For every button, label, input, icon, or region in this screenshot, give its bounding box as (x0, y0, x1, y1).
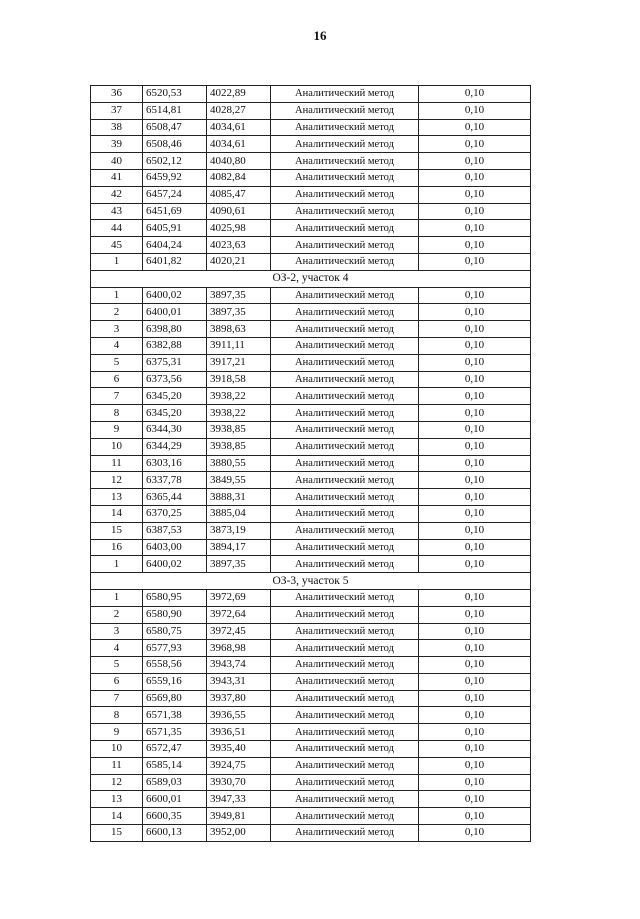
x-coordinate-cell: 6404,24 (143, 237, 207, 254)
method-cell: Аналитический метод (271, 505, 419, 522)
method-cell: Аналитический метод (271, 724, 419, 741)
y-coordinate-cell: 3849,55 (207, 472, 271, 489)
accuracy-cell: 0,10 (419, 102, 531, 119)
method-cell: Аналитический метод (271, 825, 419, 842)
y-coordinate-cell: 3897,35 (207, 304, 271, 321)
accuracy-cell: 0,10 (419, 505, 531, 522)
x-coordinate-cell: 6344,30 (143, 421, 207, 438)
point-number-cell: 3 (91, 623, 143, 640)
y-coordinate-cell: 4085,47 (207, 186, 271, 203)
table-row (91, 253, 531, 270)
y-coordinate-cell: 3936,55 (207, 707, 271, 724)
point-number-cell: 11 (91, 757, 143, 774)
method-cell: Аналитический метод (271, 337, 419, 354)
accuracy-cell: 0,10 (419, 673, 531, 690)
y-coordinate-cell: 3938,22 (207, 405, 271, 422)
point-number-cell: 6 (91, 371, 143, 388)
x-coordinate-cell: 6370,25 (143, 505, 207, 522)
y-coordinate-cell: 3937,80 (207, 690, 271, 707)
y-coordinate-cell: 4034,61 (207, 136, 271, 153)
accuracy-cell: 0,10 (419, 186, 531, 203)
y-coordinate-cell: 3898,63 (207, 321, 271, 338)
table-row (91, 136, 531, 153)
accuracy-cell: 0,10 (419, 589, 531, 606)
y-coordinate-cell: 3952,00 (207, 825, 271, 842)
y-coordinate-cell: 3972,45 (207, 623, 271, 640)
section-title: ОЗ-3, участок 5 (91, 573, 531, 590)
x-coordinate-cell: 6558,56 (143, 657, 207, 674)
accuracy-cell: 0,10 (419, 539, 531, 556)
y-coordinate-cell: 3924,75 (207, 757, 271, 774)
method-cell: Аналитический метод (271, 203, 419, 220)
table-row (91, 371, 531, 388)
y-coordinate-cell: 4090,61 (207, 203, 271, 220)
table-row (91, 690, 531, 707)
table-row (91, 119, 531, 136)
accuracy-cell: 0,10 (419, 405, 531, 422)
x-coordinate-cell: 6571,38 (143, 707, 207, 724)
x-coordinate-cell: 6373,56 (143, 371, 207, 388)
table-row (91, 337, 531, 354)
table-row (91, 86, 531, 103)
method-cell: Аналитический метод (271, 606, 419, 623)
method-cell: Аналитический метод (271, 774, 419, 791)
method-cell: Аналитический метод (271, 237, 419, 254)
table-row (91, 808, 531, 825)
accuracy-cell: 0,10 (419, 153, 531, 170)
table-row (91, 522, 531, 539)
point-number-cell: 7 (91, 388, 143, 405)
table-row (91, 724, 531, 741)
table-row (91, 589, 531, 606)
point-number-cell: 45 (91, 237, 143, 254)
accuracy-cell: 0,10 (419, 741, 531, 758)
table-row (91, 421, 531, 438)
method-cell: Аналитический метод (271, 405, 419, 422)
coordinates-table (90, 85, 531, 842)
table-row (91, 539, 531, 556)
table-row (91, 203, 531, 220)
method-cell: Аналитический метод (271, 472, 419, 489)
accuracy-cell: 0,10 (419, 808, 531, 825)
point-number-cell: 4 (91, 640, 143, 657)
method-cell: Аналитический метод (271, 522, 419, 539)
method-cell: Аналитический метод (271, 690, 419, 707)
method-cell: Аналитический метод (271, 220, 419, 237)
x-coordinate-cell: 6403,00 (143, 539, 207, 556)
point-number-cell: 15 (91, 825, 143, 842)
method-cell: Аналитический метод (271, 556, 419, 573)
method-cell: Аналитический метод (271, 354, 419, 371)
point-number-cell: 1 (91, 589, 143, 606)
method-cell: Аналитический метод (271, 186, 419, 203)
accuracy-cell: 0,10 (419, 724, 531, 741)
point-number-cell: 5 (91, 657, 143, 674)
y-coordinate-cell: 3947,33 (207, 791, 271, 808)
point-number-cell: 39 (91, 136, 143, 153)
y-coordinate-cell: 3943,31 (207, 673, 271, 690)
table-row (91, 825, 531, 842)
y-coordinate-cell: 3917,21 (207, 354, 271, 371)
x-coordinate-cell: 6577,93 (143, 640, 207, 657)
point-number-cell: 13 (91, 791, 143, 808)
point-number-cell: 7 (91, 690, 143, 707)
point-number-cell: 3 (91, 321, 143, 338)
table-row (91, 472, 531, 489)
table-row (91, 321, 531, 338)
point-number-cell: 1 (91, 556, 143, 573)
point-number-cell: 2 (91, 606, 143, 623)
point-number-cell: 1 (91, 287, 143, 304)
method-cell: Аналитический метод (271, 657, 419, 674)
point-number-cell: 2 (91, 304, 143, 321)
x-coordinate-cell: 6600,35 (143, 808, 207, 825)
y-coordinate-cell: 3885,04 (207, 505, 271, 522)
method-cell: Аналитический метод (271, 640, 419, 657)
table-row (91, 606, 531, 623)
accuracy-cell: 0,10 (419, 438, 531, 455)
method-cell: Аналитический метод (271, 673, 419, 690)
y-coordinate-cell: 4082,84 (207, 169, 271, 186)
y-coordinate-cell: 3938,22 (207, 388, 271, 405)
method-cell: Аналитический метод (271, 808, 419, 825)
accuracy-cell: 0,10 (419, 354, 531, 371)
point-number-cell: 6 (91, 673, 143, 690)
accuracy-cell: 0,10 (419, 119, 531, 136)
y-coordinate-cell: 4022,89 (207, 86, 271, 103)
accuracy-cell: 0,10 (419, 253, 531, 270)
table-row (91, 640, 531, 657)
y-coordinate-cell: 3972,69 (207, 589, 271, 606)
accuracy-cell: 0,10 (419, 640, 531, 657)
accuracy-cell: 0,10 (419, 690, 531, 707)
method-cell: Аналитический метод (271, 589, 419, 606)
method-cell: Аналитический метод (271, 304, 419, 321)
table-row (91, 489, 531, 506)
point-number-cell: 43 (91, 203, 143, 220)
accuracy-cell: 0,10 (419, 774, 531, 791)
table-row (91, 304, 531, 321)
x-coordinate-cell: 6344,29 (143, 438, 207, 455)
y-coordinate-cell: 4034,61 (207, 119, 271, 136)
x-coordinate-cell: 6572,47 (143, 741, 207, 758)
point-number-cell: 5 (91, 354, 143, 371)
accuracy-cell: 0,10 (419, 86, 531, 103)
y-coordinate-cell: 3968,98 (207, 640, 271, 657)
method-cell: Аналитический метод (271, 287, 419, 304)
table-row (91, 791, 531, 808)
table-row (91, 102, 531, 119)
table-row (91, 556, 531, 573)
y-coordinate-cell: 3943,74 (207, 657, 271, 674)
accuracy-cell: 0,10 (419, 220, 531, 237)
section-header-row (91, 573, 531, 590)
accuracy-cell: 0,10 (419, 371, 531, 388)
y-coordinate-cell: 4040,80 (207, 153, 271, 170)
x-coordinate-cell: 6457,24 (143, 186, 207, 203)
table-row (91, 505, 531, 522)
point-number-cell: 9 (91, 421, 143, 438)
point-number-cell: 12 (91, 472, 143, 489)
x-coordinate-cell: 6571,35 (143, 724, 207, 741)
point-number-cell: 10 (91, 438, 143, 455)
method-cell: Аналитический метод (271, 438, 419, 455)
point-number-cell: 16 (91, 539, 143, 556)
x-coordinate-cell: 6520,53 (143, 86, 207, 103)
x-coordinate-cell: 6508,46 (143, 136, 207, 153)
x-coordinate-cell: 6451,69 (143, 203, 207, 220)
y-coordinate-cell: 3938,85 (207, 421, 271, 438)
x-coordinate-cell: 6514,81 (143, 102, 207, 119)
point-number-cell: 38 (91, 119, 143, 136)
point-number-cell: 13 (91, 489, 143, 506)
x-coordinate-cell: 6337,78 (143, 472, 207, 489)
x-coordinate-cell: 6589,03 (143, 774, 207, 791)
accuracy-cell: 0,10 (419, 606, 531, 623)
accuracy-cell: 0,10 (419, 623, 531, 640)
x-coordinate-cell: 6303,16 (143, 455, 207, 472)
method-cell: Аналитический метод (271, 757, 419, 774)
point-number-cell: 8 (91, 707, 143, 724)
coordinates-table-body (91, 86, 531, 842)
y-coordinate-cell: 3936,51 (207, 724, 271, 741)
y-coordinate-cell: 3918,58 (207, 371, 271, 388)
point-number-cell: 14 (91, 505, 143, 522)
x-coordinate-cell: 6400,01 (143, 304, 207, 321)
method-cell: Аналитический метод (271, 321, 419, 338)
method-cell: Аналитический метод (271, 102, 419, 119)
accuracy-cell: 0,10 (419, 203, 531, 220)
y-coordinate-cell: 3972,64 (207, 606, 271, 623)
method-cell: Аналитический метод (271, 388, 419, 405)
y-coordinate-cell: 3897,35 (207, 556, 271, 573)
accuracy-cell: 0,10 (419, 421, 531, 438)
y-coordinate-cell: 3873,19 (207, 522, 271, 539)
method-cell: Аналитический метод (271, 169, 419, 186)
point-number-cell: 36 (91, 86, 143, 103)
y-coordinate-cell: 3880,55 (207, 455, 271, 472)
table-row (91, 405, 531, 422)
point-number-cell: 14 (91, 808, 143, 825)
method-cell: Аналитический метод (271, 86, 419, 103)
accuracy-cell: 0,10 (419, 522, 531, 539)
x-coordinate-cell: 6387,53 (143, 522, 207, 539)
table-row (91, 673, 531, 690)
y-coordinate-cell: 4028,27 (207, 102, 271, 119)
x-coordinate-cell: 6600,13 (143, 825, 207, 842)
x-coordinate-cell: 6400,02 (143, 287, 207, 304)
x-coordinate-cell: 6580,95 (143, 589, 207, 606)
accuracy-cell: 0,10 (419, 337, 531, 354)
method-cell: Аналитический метод (271, 136, 419, 153)
x-coordinate-cell: 6459,92 (143, 169, 207, 186)
section-title: ОЗ-2, участок 4 (91, 270, 531, 287)
table-row (91, 186, 531, 203)
x-coordinate-cell: 6580,75 (143, 623, 207, 640)
x-coordinate-cell: 6345,20 (143, 405, 207, 422)
method-cell: Аналитический метод (271, 623, 419, 640)
table-row (91, 623, 531, 640)
point-number-cell: 44 (91, 220, 143, 237)
method-cell: Аналитический метод (271, 741, 419, 758)
accuracy-cell: 0,10 (419, 472, 531, 489)
table-row (91, 741, 531, 758)
method-cell: Аналитический метод (271, 119, 419, 136)
method-cell: Аналитический метод (271, 253, 419, 270)
table-row (91, 774, 531, 791)
y-coordinate-cell: 4023,63 (207, 237, 271, 254)
point-number-cell: 42 (91, 186, 143, 203)
y-coordinate-cell: 3938,85 (207, 438, 271, 455)
accuracy-cell: 0,10 (419, 287, 531, 304)
table-row (91, 354, 531, 371)
accuracy-cell: 0,10 (419, 791, 531, 808)
y-coordinate-cell: 3897,35 (207, 287, 271, 304)
y-coordinate-cell: 3930,70 (207, 774, 271, 791)
y-coordinate-cell: 3894,17 (207, 539, 271, 556)
x-coordinate-cell: 6400,02 (143, 556, 207, 573)
method-cell: Аналитический метод (271, 539, 419, 556)
accuracy-cell: 0,10 (419, 707, 531, 724)
table-row (91, 455, 531, 472)
method-cell: Аналитический метод (271, 455, 419, 472)
method-cell: Аналитический метод (271, 707, 419, 724)
x-coordinate-cell: 6405,91 (143, 220, 207, 237)
x-coordinate-cell: 6382,88 (143, 337, 207, 354)
point-number-cell: 41 (91, 169, 143, 186)
accuracy-cell: 0,10 (419, 757, 531, 774)
x-coordinate-cell: 6502,12 (143, 153, 207, 170)
accuracy-cell: 0,10 (419, 556, 531, 573)
x-coordinate-cell: 6585,14 (143, 757, 207, 774)
accuracy-cell: 0,10 (419, 237, 531, 254)
section-header-row (91, 270, 531, 287)
accuracy-cell: 0,10 (419, 388, 531, 405)
accuracy-cell: 0,10 (419, 321, 531, 338)
method-cell: Аналитический метод (271, 421, 419, 438)
table-row (91, 220, 531, 237)
y-coordinate-cell: 3888,31 (207, 489, 271, 506)
x-coordinate-cell: 6508,47 (143, 119, 207, 136)
table-row (91, 237, 531, 254)
point-number-cell: 37 (91, 102, 143, 119)
accuracy-cell: 0,10 (419, 657, 531, 674)
x-coordinate-cell: 6365,44 (143, 489, 207, 506)
accuracy-cell: 0,10 (419, 136, 531, 153)
x-coordinate-cell: 6569,80 (143, 690, 207, 707)
table-row (91, 388, 531, 405)
point-number-cell: 15 (91, 522, 143, 539)
x-coordinate-cell: 6398,80 (143, 321, 207, 338)
y-coordinate-cell: 3935,40 (207, 741, 271, 758)
point-number-cell: 9 (91, 724, 143, 741)
y-coordinate-cell: 3911,11 (207, 337, 271, 354)
table-row (91, 153, 531, 170)
accuracy-cell: 0,10 (419, 825, 531, 842)
x-coordinate-cell: 6345,20 (143, 388, 207, 405)
x-coordinate-cell: 6580,90 (143, 606, 207, 623)
y-coordinate-cell: 3949,81 (207, 808, 271, 825)
point-number-cell: 40 (91, 153, 143, 170)
method-cell: Аналитический метод (271, 489, 419, 506)
table-row (91, 287, 531, 304)
x-coordinate-cell: 6559,16 (143, 673, 207, 690)
accuracy-cell: 0,10 (419, 304, 531, 321)
point-number-cell: 8 (91, 405, 143, 422)
accuracy-cell: 0,10 (419, 169, 531, 186)
point-number-cell: 11 (91, 455, 143, 472)
x-coordinate-cell: 6375,31 (143, 354, 207, 371)
x-coordinate-cell: 6401,82 (143, 253, 207, 270)
table-row (91, 657, 531, 674)
x-coordinate-cell: 6600,01 (143, 791, 207, 808)
table-row (91, 707, 531, 724)
table-row (91, 438, 531, 455)
table-row (91, 169, 531, 186)
table-row (91, 757, 531, 774)
point-number-cell: 4 (91, 337, 143, 354)
point-number-cell: 12 (91, 774, 143, 791)
point-number-cell: 1 (91, 253, 143, 270)
y-coordinate-cell: 4020,21 (207, 253, 271, 270)
page-number: 16 (313, 28, 327, 43)
accuracy-cell: 0,10 (419, 489, 531, 506)
method-cell: Аналитический метод (271, 153, 419, 170)
point-number-cell: 10 (91, 741, 143, 758)
y-coordinate-cell: 4025,98 (207, 220, 271, 237)
method-cell: Аналитический метод (271, 371, 419, 388)
accuracy-cell: 0,10 (419, 455, 531, 472)
method-cell: Аналитический метод (271, 791, 419, 808)
